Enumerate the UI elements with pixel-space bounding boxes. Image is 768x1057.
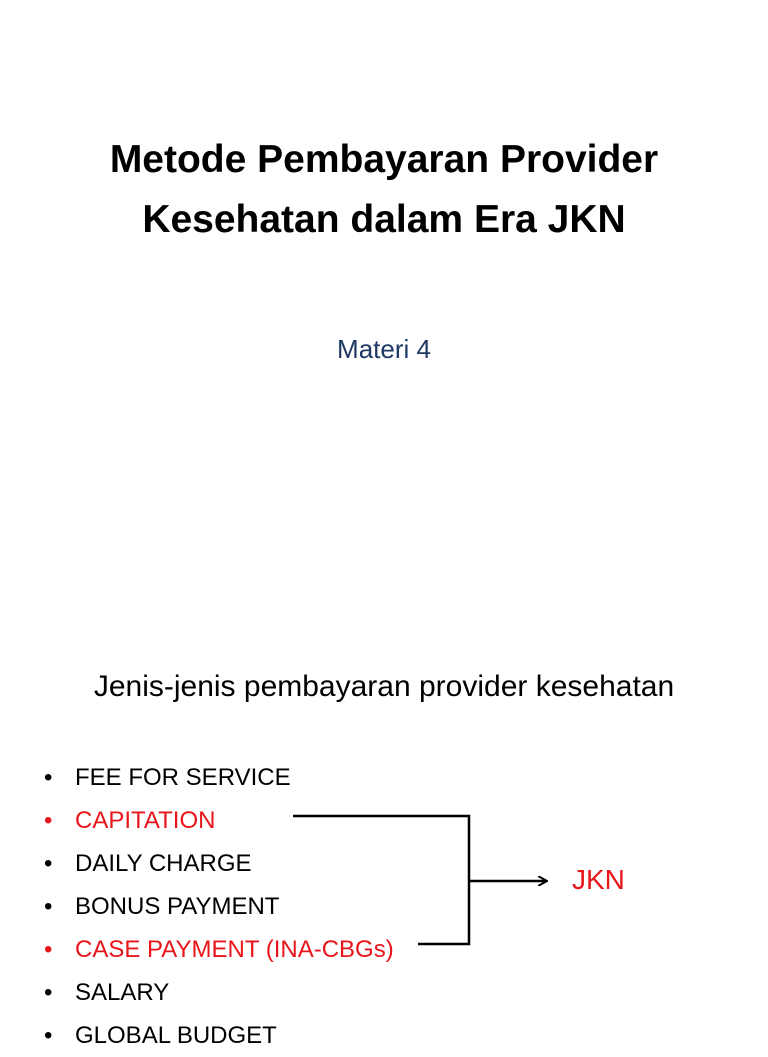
list-item-label: CAPITATION — [75, 806, 216, 834]
slide-heading: Jenis-jenis pembayaran provider kesehatan — [93, 670, 675, 703]
list-item-label: DAILY CHARGE — [75, 849, 252, 877]
bullet-icon: • — [44, 763, 53, 791]
list-item-label: SALARY — [75, 978, 170, 1006]
bullet-icon: • — [44, 935, 53, 963]
list-item-label: GLOBAL BUDGET — [75, 1021, 277, 1049]
list-item-label: CASE PAYMENT (INA-CBGs) — [75, 935, 394, 963]
slide-title-line-1: Metode Pembayaran Provider — [109, 138, 659, 181]
jkn-label: JKN — [572, 864, 625, 895]
bullet-icon: • — [44, 849, 53, 877]
bullet-icon: • — [44, 1021, 53, 1049]
slide-subtitle: Materi 4 — [337, 334, 431, 364]
list-item-label: BONUS PAYMENT — [75, 892, 280, 920]
bullet-icon: • — [44, 806, 53, 834]
content-slide — [0, 512, 768, 1049]
bracket-arrow-connector — [0, 512, 768, 1024]
slide-title-line-2: Kesehatan dalam Era JKN — [142, 198, 626, 241]
title-slide — [0, 0, 768, 512]
list-item-label: FEE FOR SERVICE — [75, 763, 291, 791]
bracket-line — [293, 816, 469, 944]
bullet-icon: • — [44, 892, 53, 920]
bullet-icon: • — [44, 978, 53, 1006]
